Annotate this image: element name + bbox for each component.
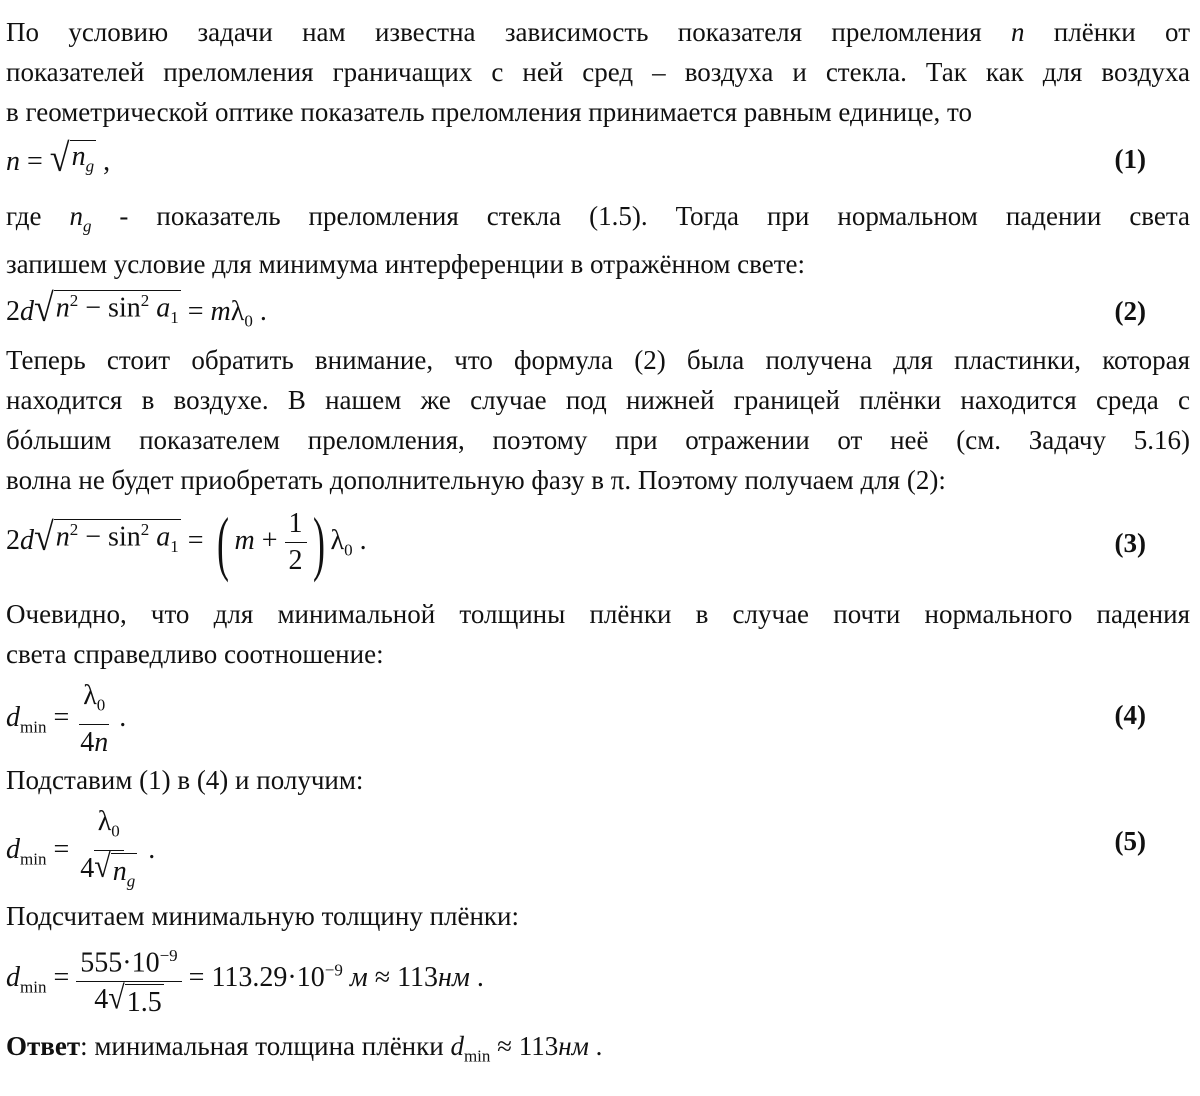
text-line: Очевидно, что для минимальной толщины плёнки в случае почти нормального падения <box>6 599 1190 629</box>
text-line: запишем условие для минимума интерференции в отражённом свете: <box>6 249 806 279</box>
text-line: где $n_g$ - показатель преломления стекла (1.5). Тогда при нормальном падении света <box>6 201 1190 236</box>
text-line: находится в воздухе. В нашем же случае под нижней границей плёнки находится среда с <box>6 385 1190 415</box>
paragraph-intro <box>6 12 1190 132</box>
text-line: бóльшим показателем преломления, поэтому при отражении от неё (см. Задачу 5.16) <box>6 425 1190 455</box>
equation-3 <box>6 502 1190 583</box>
text-line: волна не будет приобретать дополнительную фазу в π. Поэтому получаем для (2): <box>6 465 946 495</box>
text-line: Теперь стоит обратить внимание, что формула (2) была получена для пластинки, которая <box>6 345 1190 375</box>
paragraph-phase <box>6 340 1190 500</box>
text-line: По условию задачи нам известна зависимость показателя преломления n плёнки от <box>6 17 1190 47</box>
text-line: Подсчитаем минимальную толщину плёнки: <box>6 901 519 931</box>
paragraph-substitute <box>6 760 1190 800</box>
equation-5 <box>6 804 1190 899</box>
equation-number: (5) <box>1114 826 1146 856</box>
text-line: показателей преломления граничащих с ней сред – воздуха и стекла. Так как для воздуха <box>6 57 1190 87</box>
equation-body: $d_{min}$ = $555\cdot 10^{-9}$ 4 √ 1.5 = $113.29\cdot 10^{-9}$ м ≈ 113нм . <box>6 962 484 993</box>
equation-body: 2d √ $n^2 - \sin^2 a_1$ = ( m + $\frac{1}{2}$ ) $\lambda_0$ . <box>6 502 367 583</box>
equation-2 <box>6 285 1190 332</box>
text-line: в геометрической оптике показатель преломления принимается равным единице, то <box>6 97 972 127</box>
paragraph-minimum <box>6 594 1190 674</box>
paragraph-calc <box>6 896 1190 936</box>
equation-body: $d_{min}$ = $\lambda_0$ 4 √ $n_g$ . <box>6 834 155 865</box>
equation-number: (4) <box>1114 700 1146 730</box>
equation-4 <box>6 678 1190 761</box>
equation-number: (3) <box>1114 528 1146 558</box>
equation-1 <box>6 135 1190 180</box>
answer-label: Ответ <box>6 1031 81 1061</box>
answer <box>6 1026 1190 1066</box>
equation-number: (2) <box>1114 296 1146 326</box>
text-line: Подставим (1) в (4) и получим: <box>6 765 364 795</box>
paragraph-glass <box>6 196 1190 284</box>
equation-6 <box>6 938 1190 1021</box>
equation-body: n = √ $n_g$ , <box>6 135 111 180</box>
text-line: света справедливо соотношение: <box>6 639 384 669</box>
answer-line: Ответ: минимальная толщина плёнки $d_{min} \approx 113нм$ . <box>6 1031 603 1066</box>
equation-number: (1) <box>1114 144 1146 174</box>
equation-body: $d_{min}$ = $\frac{\lambda_0}{4n}$ . <box>6 680 127 758</box>
equation-body: 2d √ $n^2 - \sin^2 a_1$ = $m\lambda_0$ . <box>6 285 267 331</box>
